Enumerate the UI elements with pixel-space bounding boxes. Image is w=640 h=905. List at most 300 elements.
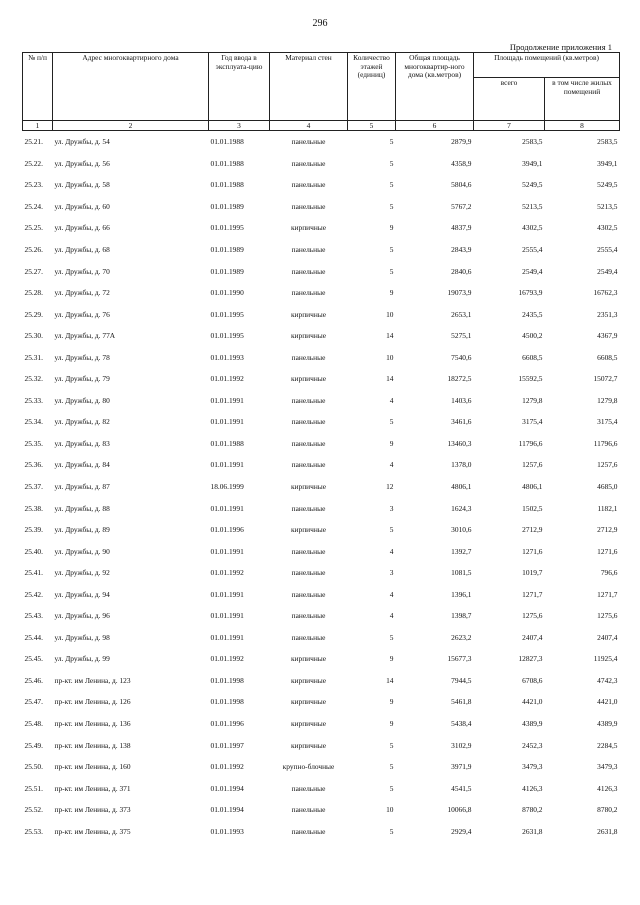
row-number: 25.27. bbox=[24, 266, 43, 276]
row-total-area: 1403,6 bbox=[451, 395, 472, 405]
row-address: ул. Дружбы, д. 84 bbox=[54, 460, 110, 470]
row-material: панельные bbox=[291, 395, 326, 405]
table-row bbox=[23, 433, 620, 455]
row-floors: 14 bbox=[386, 331, 394, 341]
row-material: панельные bbox=[291, 783, 326, 793]
table-row bbox=[23, 756, 620, 778]
row-floors: 5 bbox=[389, 525, 394, 535]
row-area-living: 5213,5 bbox=[597, 201, 618, 211]
row-total-area: 2879,9 bbox=[451, 137, 472, 147]
row-total-area: 7540,6 bbox=[451, 352, 472, 362]
row-number: 25.44. bbox=[24, 632, 43, 642]
row-floors: 4 bbox=[389, 546, 394, 556]
table-row bbox=[23, 691, 620, 713]
row-total-area: 7944,5 bbox=[451, 675, 472, 685]
table-row bbox=[23, 153, 620, 175]
row-floors: 9 bbox=[389, 654, 394, 664]
row-area-living: 15072,7 bbox=[593, 374, 618, 384]
row-area-all: 4302,5 bbox=[522, 223, 543, 233]
row-year: 01.01.1998 bbox=[210, 697, 244, 707]
row-floors: 5 bbox=[389, 632, 394, 642]
row-number: 25.29. bbox=[24, 309, 43, 319]
row-floors: 10 bbox=[386, 805, 394, 815]
row-floors: 5 bbox=[389, 245, 394, 254]
header-num: № п/п bbox=[23, 53, 53, 121]
row-material: крупно-блочные bbox=[282, 762, 335, 772]
row-year: 01.01.1991 bbox=[210, 503, 244, 513]
row-area-all: 8780,2 bbox=[522, 805, 543, 815]
row-area-living: 4685,0 bbox=[597, 482, 618, 492]
row-number: 25.26. bbox=[24, 245, 43, 254]
row-area-all: 5213,5 bbox=[522, 201, 543, 211]
row-address: ул. Дружбы, д. 79 bbox=[54, 374, 110, 384]
housing-table bbox=[22, 52, 620, 842]
row-area-living: 11796,6 bbox=[593, 438, 618, 448]
row-address: ул. Дружбы, д. 99 bbox=[54, 654, 110, 664]
table-row bbox=[23, 411, 620, 433]
row-floors: 4 bbox=[389, 395, 394, 405]
row-area-living: 3479,3 bbox=[597, 762, 618, 772]
row-material: кирпичные bbox=[290, 482, 327, 492]
row-total-area: 4541,5 bbox=[451, 783, 472, 793]
row-total-area: 1624,3 bbox=[451, 503, 472, 513]
row-area-all: 1275,6 bbox=[522, 611, 543, 621]
row-area-living: 8780,2 bbox=[597, 805, 618, 815]
row-floors: 5 bbox=[389, 137, 394, 147]
table-row bbox=[23, 713, 620, 735]
row-number: 25.31. bbox=[24, 352, 43, 362]
row-number: 25.53. bbox=[24, 826, 43, 836]
table-row bbox=[23, 174, 620, 196]
row-area-living: 4367,9 bbox=[597, 331, 618, 341]
row-year: 01.01.1992 bbox=[210, 654, 244, 664]
row-number: 25.33. bbox=[24, 395, 43, 405]
row-year: 01.01.1988 bbox=[210, 438, 244, 448]
header-total-area: Общая площадь многоквартир-ного дома (кв.метров) bbox=[396, 53, 474, 121]
row-area-all: 3949,1 bbox=[522, 158, 543, 168]
row-area-all: 16793,9 bbox=[518, 288, 543, 298]
header-all: всего bbox=[474, 78, 545, 121]
row-floors: 5 bbox=[389, 180, 394, 190]
row-area-living: 4421,0 bbox=[597, 697, 618, 707]
table-row bbox=[23, 540, 620, 562]
row-number: 25.45. bbox=[24, 654, 43, 664]
row-total-area: 5804,6 bbox=[451, 180, 472, 190]
row-number: 25.40. bbox=[24, 546, 43, 556]
row-floors: 4 bbox=[389, 460, 394, 470]
column-number: 7 bbox=[474, 121, 545, 131]
row-total-area: 2929,4 bbox=[451, 826, 472, 836]
page-number: 296 bbox=[312, 18, 328, 29]
row-year: 01.01.1998 bbox=[210, 675, 244, 685]
row-address: ул. Дружбы, д. 56 bbox=[54, 158, 110, 168]
row-total-area: 2653,1 bbox=[451, 309, 472, 319]
table-row bbox=[23, 734, 620, 756]
row-total-area: 4806,1 bbox=[451, 482, 472, 492]
row-area-living: 4126,3 bbox=[597, 783, 618, 793]
row-year: 01.01.1992 bbox=[210, 762, 244, 772]
row-address: ул. Дружбы, д. 88 bbox=[54, 503, 110, 513]
row-material: кирпичные bbox=[290, 719, 327, 729]
row-number: 25.52. bbox=[24, 805, 43, 815]
row-area-all: 3479,3 bbox=[522, 762, 543, 772]
row-area-all: 3175,4 bbox=[522, 417, 543, 427]
row-total-area: 5438,4 bbox=[451, 719, 472, 729]
row-address: ул. Дружбы, д. 92 bbox=[54, 568, 110, 578]
row-number: 25.30. bbox=[24, 331, 43, 341]
row-floors: 14 bbox=[386, 675, 394, 685]
header-year: Год ввода в эксплуата-цию bbox=[209, 53, 270, 121]
row-number: 25.41. bbox=[24, 568, 43, 578]
row-area-all: 1279,8 bbox=[522, 395, 543, 405]
row-address: ул. Дружбы, д. 76 bbox=[54, 309, 110, 319]
table-row bbox=[23, 390, 620, 412]
row-year: 01.01.1995 bbox=[210, 223, 244, 233]
continuation-note: Продолжение приложения 1 bbox=[509, 42, 612, 52]
row-area-all: 1502,5 bbox=[522, 503, 543, 513]
row-area-all: 2712,9 bbox=[522, 525, 543, 535]
column-number-row bbox=[23, 121, 620, 131]
row-area-living: 2555,4 bbox=[597, 245, 618, 254]
row-number: 25.24. bbox=[24, 201, 43, 211]
row-material: панельные bbox=[291, 632, 326, 642]
row-year: 01.01.1991 bbox=[210, 395, 244, 405]
row-number: 25.39. bbox=[24, 525, 43, 535]
row-area-all: 1271,7 bbox=[522, 589, 543, 599]
table-row bbox=[23, 777, 620, 799]
row-address: ул. Дружбы, д. 96 bbox=[54, 611, 110, 621]
row-total-area: 1396,1 bbox=[451, 589, 472, 599]
row-year: 01.01.1989 bbox=[210, 201, 244, 211]
row-material: панельные bbox=[291, 546, 326, 556]
row-year: 01.01.1993 bbox=[210, 826, 244, 836]
table-row bbox=[23, 670, 620, 692]
row-address: ул. Дружбы, д. 80 bbox=[54, 395, 110, 405]
row-area-all: 6708,6 bbox=[522, 675, 543, 685]
row-material: панельные bbox=[291, 417, 326, 427]
row-floors: 10 bbox=[386, 352, 394, 362]
row-address: ул. Дружбы, д. 87 bbox=[54, 482, 110, 492]
table-row bbox=[23, 821, 620, 843]
row-year: 01.01.1997 bbox=[210, 740, 244, 750]
row-address: пр-кт. им Ленина, д. 138 bbox=[54, 740, 131, 750]
row-area-all: 6608,5 bbox=[522, 352, 543, 362]
row-number: 25.38. bbox=[24, 503, 43, 513]
row-area-all: 2631,8 bbox=[522, 826, 543, 836]
row-area-living: 2351,3 bbox=[597, 309, 618, 319]
row-material: панельные bbox=[291, 288, 326, 298]
row-area-all: 15592,5 bbox=[518, 374, 543, 384]
row-address: пр-кт. им Ленина, д. 136 bbox=[54, 719, 131, 729]
row-area-all: 4500,2 bbox=[522, 331, 543, 341]
row-number: 25.35. bbox=[24, 438, 43, 448]
column-number: 1 bbox=[23, 121, 53, 131]
row-area-all: 2435,5 bbox=[522, 309, 543, 319]
row-area-living: 1271,6 bbox=[597, 546, 618, 556]
row-area-living: 1182,1 bbox=[597, 503, 618, 513]
table-row bbox=[23, 346, 620, 368]
row-total-area: 3461,6 bbox=[451, 417, 472, 427]
table-row bbox=[23, 562, 620, 584]
row-year: 01.01.1995 bbox=[210, 309, 244, 319]
table-row bbox=[23, 799, 620, 821]
row-total-area: 10066,8 bbox=[447, 805, 472, 815]
row-area-living: 6608,5 bbox=[597, 352, 618, 362]
column-number: 3 bbox=[209, 121, 270, 131]
row-area-living: 1271,7 bbox=[597, 589, 618, 599]
row-material: панельные bbox=[291, 180, 326, 190]
row-area-all: 1257,6 bbox=[522, 460, 543, 470]
row-area-living: 3949,1 bbox=[597, 158, 618, 168]
table-row bbox=[23, 282, 620, 304]
row-floors: 5 bbox=[389, 201, 394, 211]
row-total-area: 13460,3 bbox=[447, 438, 472, 448]
row-material: кирпичные bbox=[290, 309, 327, 319]
header-premises: Площадь помещений (кв.метров) bbox=[474, 53, 620, 78]
row-floors: 5 bbox=[389, 417, 394, 427]
row-number: 25.22. bbox=[24, 158, 43, 168]
column-number: 5 bbox=[348, 121, 396, 131]
row-area-all: 2407,4 bbox=[522, 632, 543, 642]
row-area-living: 796,6 bbox=[600, 568, 618, 578]
row-area-living: 1275,6 bbox=[597, 611, 618, 621]
row-total-area: 3971,9 bbox=[451, 762, 472, 772]
row-total-area: 3102,9 bbox=[451, 740, 472, 750]
row-year: 01.01.1989 bbox=[210, 245, 244, 254]
row-material: панельные bbox=[291, 352, 326, 362]
row-total-area: 1378,0 bbox=[451, 460, 472, 470]
row-year: 01.01.1989 bbox=[210, 266, 244, 276]
row-area-living: 5249,5 bbox=[597, 180, 618, 190]
row-area-all: 12827,3 bbox=[518, 654, 543, 664]
row-number: 25.28. bbox=[24, 288, 43, 298]
row-total-area: 19073,9 bbox=[447, 288, 472, 298]
row-address: ул. Дружбы, д. 78 bbox=[54, 352, 110, 362]
row-material: панельные bbox=[291, 158, 326, 168]
row-area-all: 1019,7 bbox=[522, 568, 543, 578]
row-material: панельные bbox=[291, 438, 326, 448]
row-material: кирпичные bbox=[290, 331, 327, 341]
row-material: кирпичные bbox=[290, 223, 327, 233]
header-address: Адрес многоквартирного дома bbox=[53, 53, 209, 121]
table-row bbox=[23, 239, 620, 261]
row-area-all: 2549,4 bbox=[522, 266, 543, 276]
row-floors: 9 bbox=[389, 288, 394, 298]
row-number: 25.47. bbox=[24, 697, 43, 707]
row-total-area: 15677,3 bbox=[447, 654, 472, 664]
row-material: панельные bbox=[291, 201, 326, 211]
table-row bbox=[23, 196, 620, 218]
row-total-area: 2840,6 bbox=[451, 266, 472, 276]
row-material: панельные bbox=[291, 137, 326, 147]
row-year: 01.01.1988 bbox=[210, 137, 244, 147]
row-address: ул. Дружбы, д. 94 bbox=[54, 589, 110, 599]
row-floors: 5 bbox=[389, 158, 394, 168]
header-material: Материал стен bbox=[270, 53, 348, 121]
row-area-living: 2407,4 bbox=[597, 632, 618, 642]
row-floors: 4 bbox=[389, 589, 394, 599]
row-material: панельные bbox=[291, 245, 326, 254]
row-area-all: 5249,5 bbox=[522, 180, 543, 190]
row-material: кирпичные bbox=[290, 697, 327, 707]
row-material: кирпичные bbox=[290, 374, 327, 384]
row-number: 25.23. bbox=[24, 180, 43, 190]
row-address: ул. Дружбы, д. 58 bbox=[54, 180, 110, 190]
table-row bbox=[23, 303, 620, 325]
header-living: в том числе жилых помещений bbox=[545, 78, 620, 121]
row-address: пр-кт. им Ленина, д. 123 bbox=[54, 675, 131, 685]
row-material: панельные bbox=[291, 589, 326, 599]
row-material: панельные bbox=[291, 266, 326, 276]
row-number: 25.32. bbox=[24, 374, 43, 384]
row-total-area: 3010,6 bbox=[451, 525, 472, 535]
row-floors: 9 bbox=[389, 438, 394, 448]
row-total-area: 5275,1 bbox=[451, 331, 472, 341]
row-number: 25.42. bbox=[24, 589, 43, 599]
row-address: ул. Дружбы, д. 89 bbox=[54, 525, 110, 535]
row-floors: 9 bbox=[389, 223, 394, 233]
row-floors: 12 bbox=[386, 482, 394, 492]
row-total-area: 1398,7 bbox=[451, 611, 472, 621]
row-year: 01.01.1993 bbox=[210, 352, 244, 362]
row-address: ул. Дружбы, д. 83 bbox=[54, 438, 110, 448]
row-number: 25.25. bbox=[24, 223, 43, 233]
row-material: кирпичные bbox=[290, 654, 327, 664]
table-row bbox=[23, 260, 620, 282]
row-address: ул. Дружбы, д. 90 bbox=[54, 546, 110, 556]
row-total-area: 18272,5 bbox=[447, 374, 472, 384]
row-area-living: 4389,9 bbox=[597, 719, 618, 729]
row-area-living: 2631,8 bbox=[597, 826, 618, 836]
row-year: 01.01.1991 bbox=[210, 632, 244, 642]
row-floors: 5 bbox=[389, 266, 394, 276]
row-total-area: 2843,9 bbox=[451, 245, 472, 254]
row-year: 01.01.1991 bbox=[210, 611, 244, 621]
row-number: 25.49. bbox=[24, 740, 43, 750]
row-address: пр-кт. им Ленина, д. 371 bbox=[54, 783, 131, 793]
table-row bbox=[23, 131, 620, 153]
row-address: ул. Дружбы, д. 77А bbox=[54, 331, 116, 341]
row-area-all: 11796,6 bbox=[518, 438, 543, 448]
table-row bbox=[23, 325, 620, 347]
row-area-living: 2583,5 bbox=[597, 137, 618, 147]
row-year: 01.01.1991 bbox=[210, 417, 244, 427]
row-area-all: 1271,6 bbox=[522, 546, 543, 556]
column-number: 2 bbox=[53, 121, 209, 131]
row-year: 01.01.1991 bbox=[210, 460, 244, 470]
row-number: 25.46. bbox=[24, 675, 43, 685]
row-year: 01.01.1992 bbox=[210, 374, 244, 384]
row-number: 25.50. bbox=[24, 762, 43, 772]
table-row bbox=[23, 605, 620, 627]
row-total-area: 5461,8 bbox=[451, 697, 472, 707]
row-year: 01.01.1992 bbox=[210, 568, 244, 578]
row-floors: 10 bbox=[386, 309, 394, 319]
row-year: 01.01.1994 bbox=[210, 805, 244, 815]
table-row bbox=[23, 368, 620, 390]
column-number: 8 bbox=[545, 121, 620, 131]
row-area-all: 4126,3 bbox=[522, 783, 543, 793]
header-floors: Количество этажей (единиц) bbox=[348, 53, 396, 121]
row-area-living: 2712,9 bbox=[597, 525, 618, 535]
row-address: ул. Дружбы, д. 60 bbox=[54, 201, 110, 211]
table-row bbox=[23, 454, 620, 476]
row-area-living: 1257,6 bbox=[597, 460, 618, 470]
row-material: панельные bbox=[291, 805, 326, 815]
row-area-living: 4742,3 bbox=[597, 675, 618, 685]
row-floors: 5 bbox=[389, 826, 394, 836]
row-total-area: 5767,2 bbox=[451, 201, 472, 211]
row-floors: 14 bbox=[386, 374, 394, 384]
row-address: ул. Дружбы, д. 54 bbox=[54, 137, 110, 147]
row-address: пр-кт. им Ленина, д. 373 bbox=[54, 805, 131, 815]
row-area-all: 4389,9 bbox=[522, 719, 543, 729]
row-floors: 3 bbox=[389, 568, 394, 578]
row-address: ул. Дружбы, д. 98 bbox=[54, 632, 110, 642]
row-year: 01.01.1991 bbox=[210, 589, 244, 599]
row-year: 01.01.1995 bbox=[210, 331, 244, 341]
row-number: 25.48. bbox=[24, 719, 43, 729]
row-area-living: 16762,3 bbox=[593, 288, 618, 298]
row-material: панельные bbox=[291, 503, 326, 513]
row-area-all: 2583,5 bbox=[522, 137, 543, 147]
row-material: панельные bbox=[291, 568, 326, 578]
column-number: 4 bbox=[270, 121, 348, 131]
table-row bbox=[23, 627, 620, 649]
row-address: ул. Дружбы, д. 66 bbox=[54, 223, 110, 233]
row-floors: 3 bbox=[389, 503, 394, 513]
row-address: пр-кт. им Ленина, д. 160 bbox=[54, 762, 131, 772]
row-number: 25.51. bbox=[24, 783, 43, 793]
row-number: 25.36. bbox=[24, 460, 43, 470]
row-number: 25.21. bbox=[24, 137, 43, 147]
table-row bbox=[23, 648, 620, 670]
row-floors: 5 bbox=[389, 740, 394, 750]
row-material: панельные bbox=[291, 460, 326, 470]
row-material: кирпичные bbox=[290, 740, 327, 750]
table-row bbox=[23, 476, 620, 498]
row-year: 01.01.1996 bbox=[210, 719, 244, 729]
row-area-all: 4421,0 bbox=[522, 697, 543, 707]
row-total-area: 2623,2 bbox=[451, 632, 472, 642]
row-total-area: 4358,9 bbox=[451, 158, 472, 168]
row-material: кирпичные bbox=[290, 525, 327, 535]
row-area-all: 2555,4 bbox=[522, 245, 543, 254]
table-row bbox=[23, 497, 620, 519]
row-year: 01.01.1988 bbox=[210, 180, 244, 190]
row-area-all: 2452,3 bbox=[522, 740, 543, 750]
row-year: 01.01.1988 bbox=[210, 158, 244, 168]
row-year: 18.06.1999 bbox=[210, 482, 244, 492]
row-floors: 9 bbox=[389, 719, 394, 729]
row-address: пр-кт. им Ленина, д. 126 bbox=[54, 697, 131, 707]
table-row bbox=[23, 583, 620, 605]
row-number: 25.43. bbox=[24, 611, 43, 621]
row-floors: 9 bbox=[389, 697, 394, 707]
table-row bbox=[23, 217, 620, 239]
column-number: 6 bbox=[396, 121, 474, 131]
row-number: 25.34. bbox=[24, 417, 43, 427]
row-area-living: 2549,4 bbox=[597, 266, 618, 276]
row-year: 01.01.1994 bbox=[210, 783, 244, 793]
table-row bbox=[23, 519, 620, 541]
row-address: ул. Дружбы, д. 72 bbox=[54, 288, 110, 298]
row-number: 25.37. bbox=[24, 482, 43, 492]
row-year: 01.01.1996 bbox=[210, 525, 244, 535]
row-year: 01.01.1991 bbox=[210, 546, 244, 556]
row-area-living: 2284,5 bbox=[597, 740, 618, 750]
row-area-living: 1279,8 bbox=[597, 395, 618, 405]
